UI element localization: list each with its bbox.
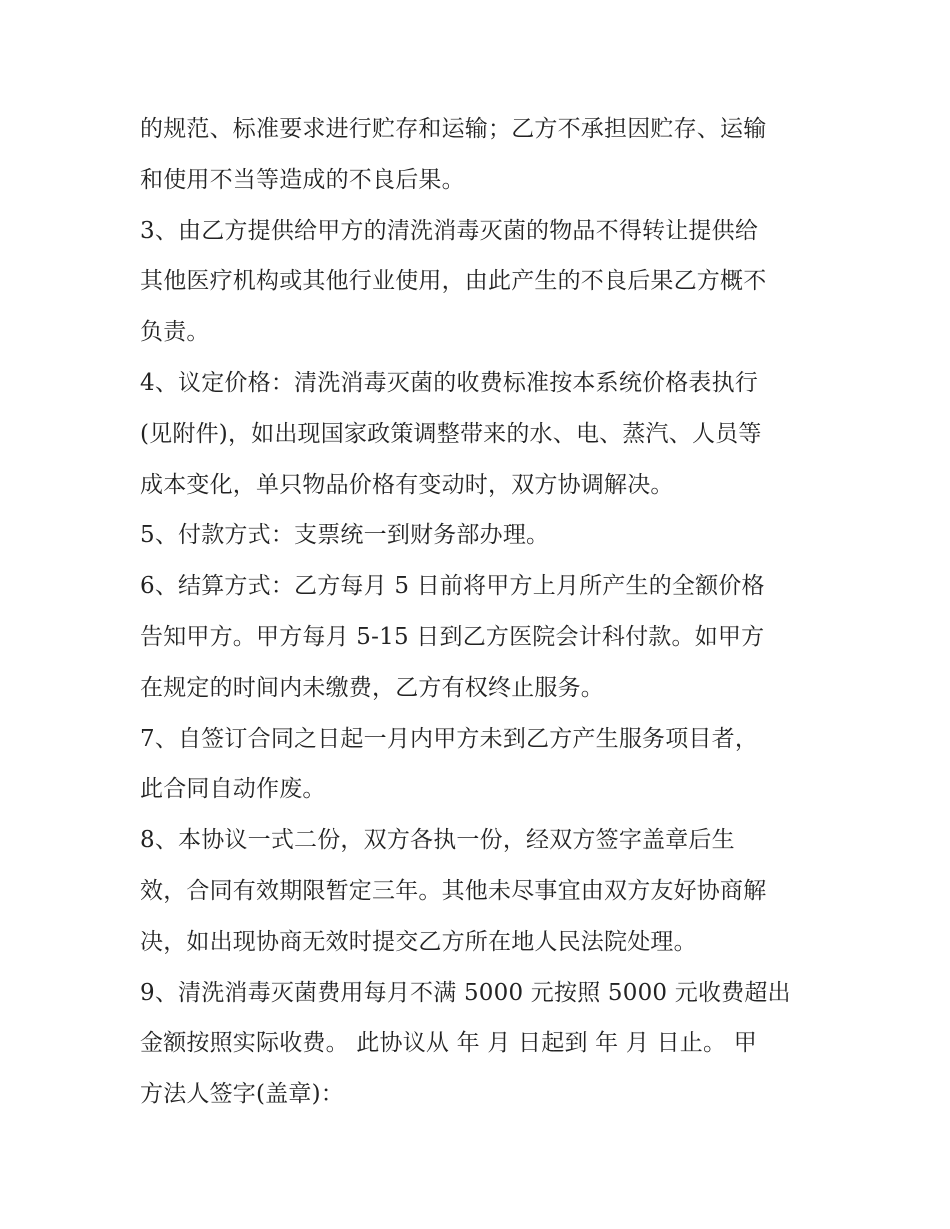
text-line: 金额按照实际收费。 此协议从 年 月 日起到 年 月 日止。 甲 — [140, 1030, 757, 1057]
clause-3: 3、由乙方提供给甲方的清洗消毒灭菌的物品不得转让提供给 — [140, 217, 759, 244]
clause-8: 8、本协议一式二份，双方各执一份，经双方签字盖章后生 — [140, 827, 735, 854]
clause-9: 9、清洗消毒灭菌费用每月不满 5000 元按照 5000 元收费超出 — [140, 979, 791, 1006]
text-line: 告知甲方。甲方每月 5-15 日到乙方医院会计科付款。如甲方 — [140, 623, 765, 650]
clause-7: 7、自签订合同之日起一月内甲方未到乙方产生服务项目者， — [140, 725, 759, 752]
text-line: 效，合同有效期限暂定三年。其他未尽事宜由双方友好协商解 — [140, 877, 767, 904]
clause-6: 6、结算方式：乙方每月 5 日前将甲方上月所产生的全额价格 — [140, 573, 765, 600]
text-line: (见附件)，如出现国家政策调整带来的水、电、蒸汽、人员等 — [140, 420, 762, 447]
text-line: 和使用不当等造成的不良后果。 — [140, 166, 465, 193]
text-line: 其他医疗机构或其他行业使用，由此产生的不良后果乙方概不 — [140, 268, 767, 295]
clause-5: 5、付款方式：支票统一到财务部办理。 — [140, 522, 550, 549]
clause-4: 4、议定价格：清洗消毒灭菌的收费标准按本系统价格表执行 — [140, 369, 759, 396]
text-line: 的规范、标准要求进行贮存和运输；乙方不承担因贮存、运输 — [140, 116, 767, 142]
text-line: 在规定的时间内未缴费，乙方有权终止服务。 — [140, 674, 604, 701]
text-line: 成本变化，单只物品价格有变动时，双方协调解决。 — [140, 471, 674, 498]
text-line: 负责。 — [140, 319, 210, 346]
contract-text — [140, 104, 830, 1120]
text-line: 决，如出现协商无效时提交乙方所在地人民法院处理。 — [140, 928, 697, 955]
signature-line: 方法人签字(盖章)： — [140, 1081, 344, 1108]
text-line: 此合同自动作废。 — [140, 776, 326, 803]
